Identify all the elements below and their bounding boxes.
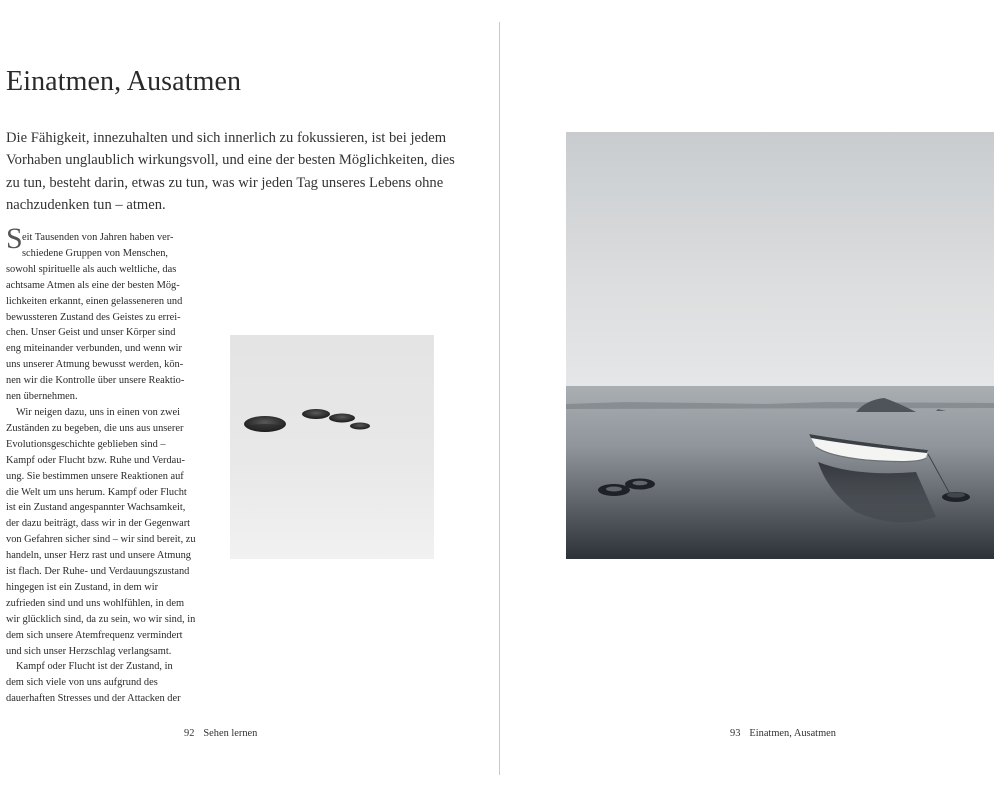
body-line: eit Tausenden von Jahren haben ver- (22, 232, 174, 243)
lead-line: zu tun, besteht darin, etwas zu tun, was wir jeden Tag unseres Lebens ohne (6, 174, 444, 191)
lead-line: nachzudenken tun – atmen. (6, 196, 166, 213)
body-line: von Gefahren sicher sind – wir sind bereit, zu (6, 534, 196, 546)
body-line: ist flach. Der Ruhe- und Verdauungszustand (6, 566, 190, 578)
body-line: handeln, unser Herz rast und unsere Atmung (6, 550, 191, 562)
running-head: Sehen lernen (203, 728, 258, 739)
body-line: schiedene Gruppen von Menschen, (22, 247, 169, 259)
body-line: ist ein Zustand angespannter Wachsamkeit, (6, 502, 186, 514)
body-line: Evolutionsgeschichte geblieben sind – (6, 438, 166, 450)
stone-shape (350, 423, 370, 430)
body-line: Wir neigen dazu, uns in einen von zwei (16, 406, 181, 418)
body-line: lichkeiten erkannt, einen gelasseneren und (6, 295, 183, 307)
left-page (0, 0, 499, 800)
body-line: hingegen ist ein Zustand, in dem wir (6, 581, 159, 593)
body-line: achtsame Atmen als eine der besten Mög- (6, 279, 180, 291)
running-head: Einatmen, Ausatmen (749, 728, 836, 739)
page-footer-right (730, 728, 836, 739)
body-line: Kampf oder Flucht bzw. Ruhe und Verdau- (6, 454, 185, 466)
rowboat-lake-photo (566, 132, 994, 559)
body-line: nen übernehmen. (6, 391, 78, 403)
body-line: eng miteinander verbunden, und wenn wir (6, 343, 183, 355)
lead-paragraph (6, 127, 455, 216)
stone-shape (329, 414, 355, 423)
lead-line: Die Fähigkeit, innezuhalten und sich innerlich zu fokussieren, ist bei jedem (6, 130, 447, 146)
body-line: sowohl spirituelle als auch weltliche, das (6, 263, 177, 275)
body-line: zufrieden sind und uns wohlfühlen, in dem (6, 597, 185, 609)
page-number: 92 (184, 728, 195, 739)
body-line: dauerhaften Stresses und der Attacken der (6, 693, 181, 705)
body-line: und sich unser Herzschlag verlangsamt. (6, 645, 172, 657)
body-line: der dazu beiträgt, dass wir in der Gegenwart (6, 518, 191, 530)
body-line: dem sich unsere Atemfrequenz vermindert (6, 629, 183, 641)
body-line: chen. Unser Geist und unser Körper sind (6, 327, 176, 339)
page-footer-left (184, 728, 257, 739)
page-number: 93 (730, 728, 741, 739)
body-line: uns unserer Atmung bewusst werden, kön- (6, 359, 184, 371)
lead-line: Vorhaben unglaublich wirkungsvoll, und eine der besten Möglichkeiten, dies (6, 152, 455, 169)
drop-cap: S (6, 222, 23, 255)
body-line: wir glücklich sind, da zu sein, wo wir sind, in (6, 613, 196, 625)
book-gutter-divider (499, 22, 500, 775)
stones-in-water-photo (230, 335, 434, 559)
body-line: Zuständen zu begeben, die uns aus unserer (6, 422, 184, 434)
body-line: bewussteren Zustand des Geistes zu errei- (6, 311, 181, 323)
body-line: Kampf oder Flucht ist der Zustand, in (16, 661, 173, 673)
body-line: ung. Sie bestimmen unsere Reaktionen auf (6, 470, 184, 482)
body-text-column (6, 230, 211, 707)
body-line: dem sich viele von uns aufgrund des (6, 677, 158, 689)
body-line: die Welt um uns herum. Kampf oder Flucht (6, 486, 187, 498)
stone-shape (302, 409, 330, 419)
buoy-shape (942, 492, 970, 502)
stone-shape (244, 416, 286, 432)
page-title: Einatmen, Ausatmen (6, 66, 242, 97)
body-line: nen wir die Kontrolle über unsere Reaktio- (6, 375, 185, 387)
